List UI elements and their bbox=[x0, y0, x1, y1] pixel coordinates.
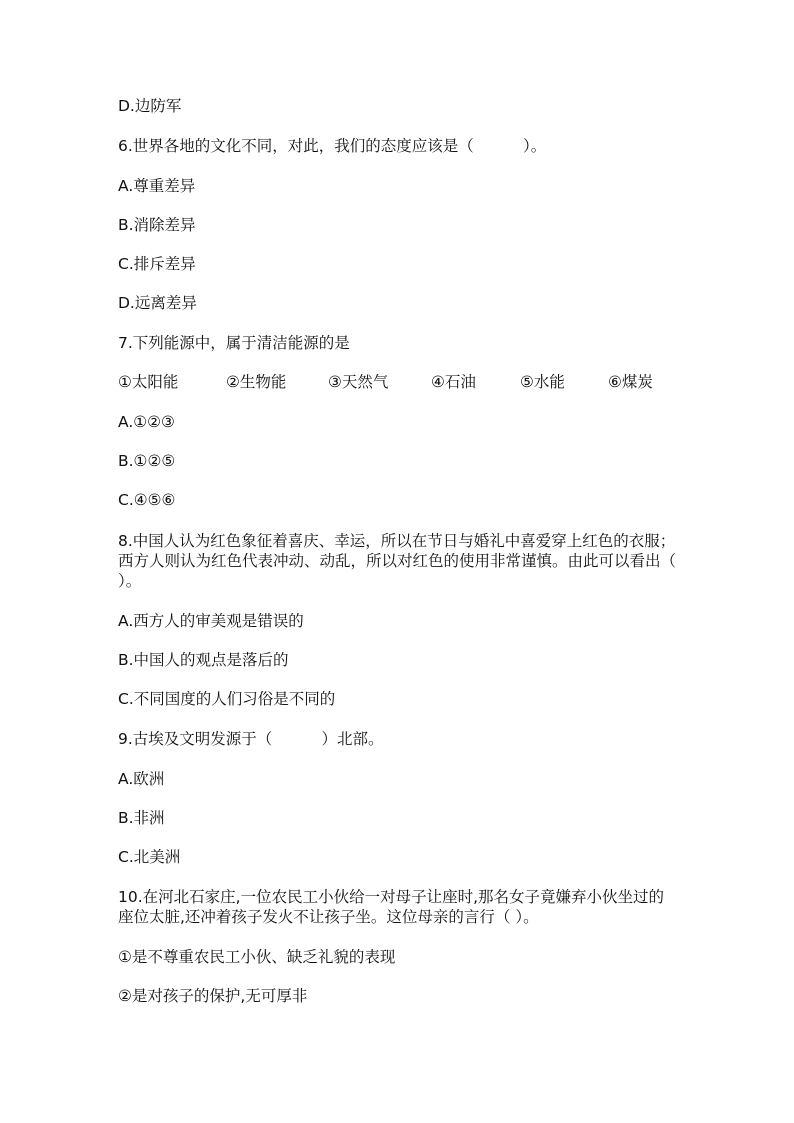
q8-option-c: C.不同国度的人们习俗是不同的 bbox=[118, 690, 336, 708]
q6-option-a: A.尊重差异 bbox=[118, 177, 196, 195]
q8-option-a: A.西方人的审美观是错误的 bbox=[118, 612, 304, 630]
q6-option-c: C.排斥差异 bbox=[118, 255, 196, 273]
q9-option-c: C.北美洲 bbox=[118, 848, 181, 866]
energy-option-3: ③天然气 bbox=[328, 373, 389, 391]
q10-stem: 10.在河北石家庄,一位农民工小伙给一对母子让座时,那名女子竟嫌弃小伙坐过的座位太脏,还冲着孩子发火不让孩子坐。这位母亲的言行（ ）。 bbox=[118, 888, 665, 926]
q8-stem: 8.中国人认为红色象征着喜庆、幸运，所以在节日与婚礼中喜爱穿上红色的衣服；西方人则认为红色代表冲动、动乱，所以对红色的使用非常谨慎。由此可以看出（ ）。 bbox=[118, 532, 677, 590]
q7-option-b: B.①②⑤ bbox=[118, 452, 176, 470]
q9-stem: 9.古埃及文明发源于（ ）北部。 bbox=[118, 730, 384, 748]
q6-option-b: B.消除差异 bbox=[118, 216, 196, 234]
q7-option-c: C.④⑤⑥ bbox=[118, 491, 176, 509]
q7-stem: 7.下列能源中，属于清洁能源的是 bbox=[118, 334, 350, 352]
q9-option-b: B.非洲 bbox=[118, 809, 165, 827]
energy-option-5: ⑤水能 bbox=[520, 373, 565, 391]
q5-option-d: D.边防军 bbox=[118, 97, 182, 115]
q10-statement-1: ①是不尊重农民工小伙、缺乏礼貌的表现 bbox=[118, 948, 396, 966]
q7-option-a: A.①②③ bbox=[118, 413, 175, 431]
q8-option-b: B.中国人的观点是落后的 bbox=[118, 651, 289, 669]
energy-option-6: ⑥煤炭 bbox=[608, 373, 653, 391]
q7-energy-options bbox=[118, 372, 678, 392]
energy-option-4: ④石油 bbox=[431, 373, 476, 391]
energy-option-2: ②生物能 bbox=[226, 373, 287, 391]
q9-option-a: A.欧洲 bbox=[118, 770, 165, 788]
q10-statement-2: ②是对孩子的保护,无可厚非 bbox=[118, 987, 308, 1005]
energy-option-1: ①太阳能 bbox=[118, 373, 179, 391]
q6-stem: 6.世界各地的文化不同，对此，我们的态度应该是（ ）。 bbox=[118, 137, 547, 155]
q6-option-d: D.远离差异 bbox=[118, 294, 197, 312]
